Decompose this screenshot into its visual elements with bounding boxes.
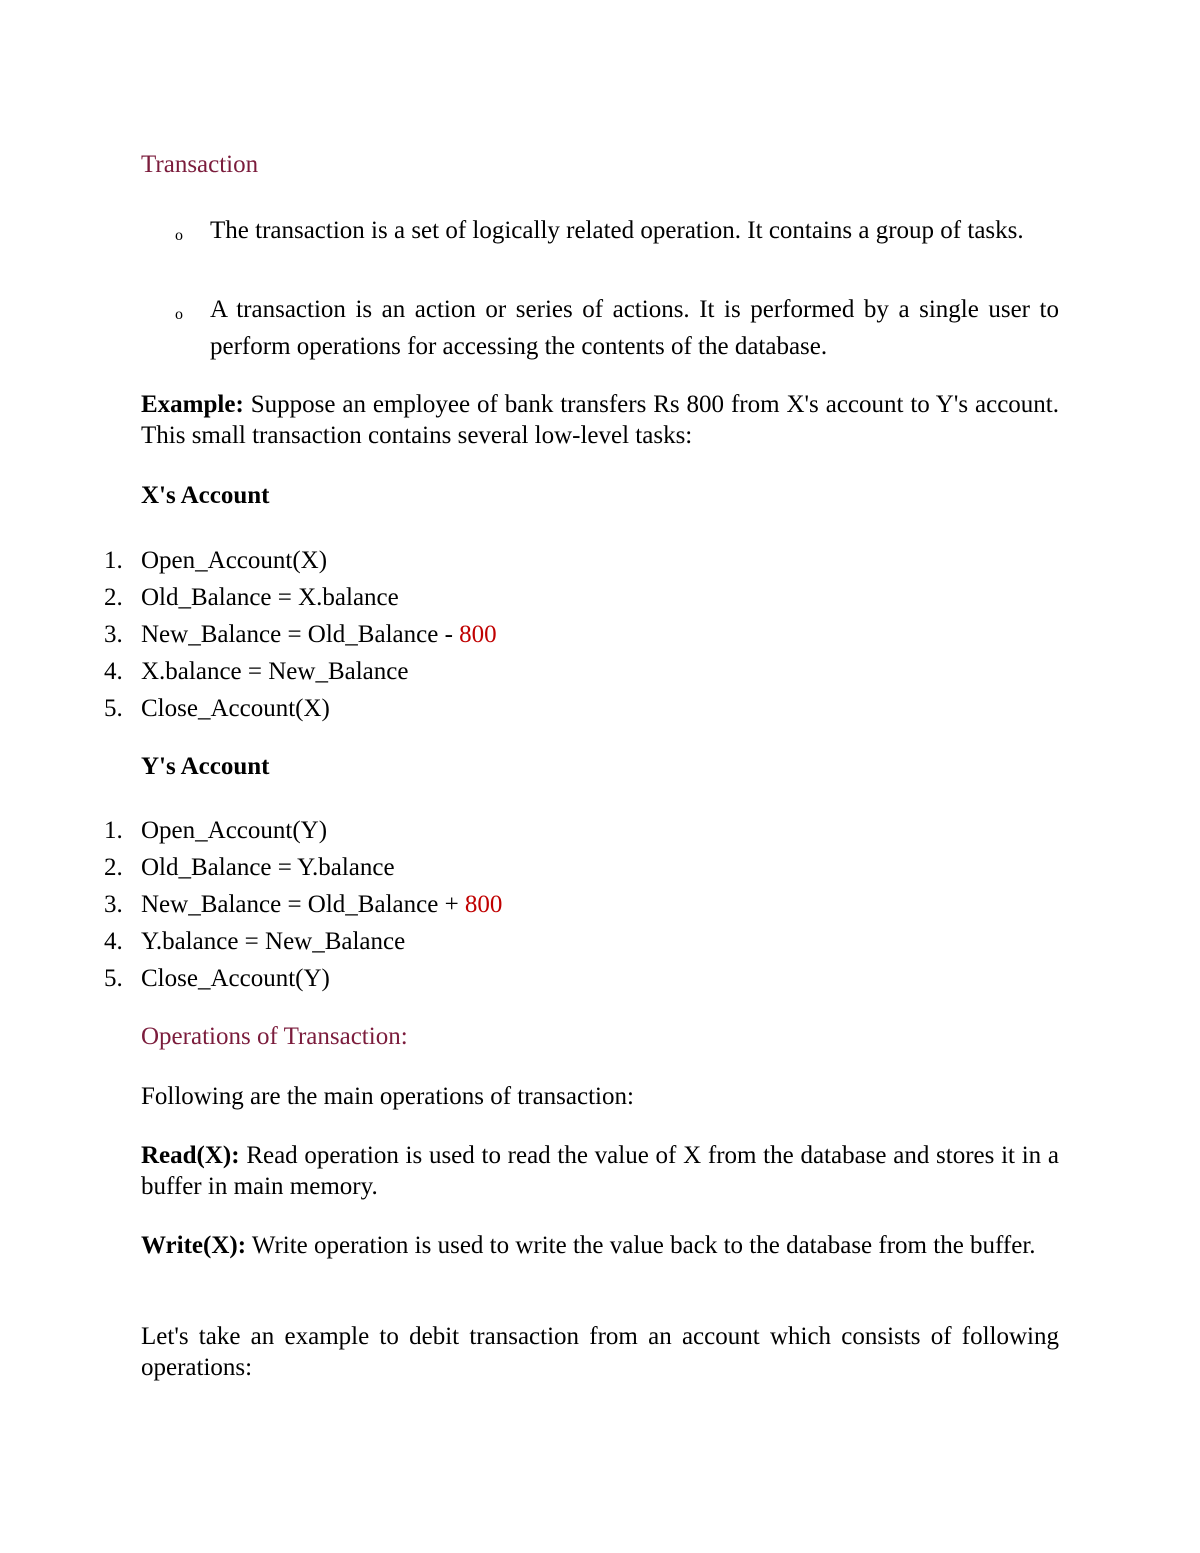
- y-account-heading: Y's Account: [141, 753, 270, 780]
- operations-heading: Operations of Transaction:: [141, 1023, 408, 1050]
- credit-amount: 800: [464, 891, 503, 918]
- operations-intro: Following are the main operations of transaction:: [141, 1083, 634, 1110]
- debit-amount: 800: [459, 621, 497, 648]
- list-number: 2.: [104, 854, 123, 881]
- bullet-marker: o: [175, 227, 183, 244]
- list-item: [0, 542, 1059, 579]
- list-number: 5.: [104, 965, 123, 992]
- example-paragraph: [141, 389, 1059, 451]
- list-text: Close_Account(Y): [141, 965, 330, 992]
- list-item: [0, 886, 1059, 923]
- list-text: Y.balance = New_Balance: [141, 928, 406, 955]
- list-item: [0, 653, 1059, 690]
- list-text: Old_Balance = X.balance: [141, 584, 399, 611]
- read-operation-paragraph: [141, 1140, 1059, 1202]
- list-text: New_Balance = Old_Balance + 800: [141, 891, 503, 918]
- list-item: [0, 923, 1059, 960]
- list-text: Open_Account(Y): [141, 817, 328, 844]
- list-item: [0, 690, 1059, 727]
- list-text: Old_Balance = Y.balance: [141, 854, 395, 881]
- page-title: Transaction: [141, 151, 259, 178]
- list-text: Open_Account(X): [141, 547, 328, 574]
- list-number: 3.: [104, 621, 123, 648]
- list-number: 4.: [104, 928, 123, 955]
- write-label: Write(X):: [141, 1232, 247, 1259]
- bullet-marker: o: [175, 306, 183, 323]
- list-text: Close_Account(X): [141, 695, 330, 722]
- list-item: [0, 812, 1059, 849]
- list-number: 1.: [104, 817, 123, 844]
- list-text: New_Balance = Old_Balance - 800: [141, 621, 497, 648]
- example-label: Example:: [141, 391, 244, 418]
- list-text: X.balance = New_Balance: [141, 658, 409, 685]
- list-number: 4.: [104, 658, 123, 685]
- list-number: 3.: [104, 891, 123, 918]
- example-text: Suppose an employee of bank transfers Rs 800 from X's account to Y's account. This small transaction contains several low-level tasks:: [141, 391, 1059, 449]
- list-item: [0, 960, 1059, 997]
- list-number: 1.: [104, 547, 123, 574]
- bullet-item-2: A transaction is an action or series of actions. It is performed by a single user to perform operations for accessing the contents of the database.: [210, 296, 1059, 360]
- bullet-item-1: The transaction is a set of logically related operation. It contains a group of tasks.: [210, 217, 1024, 244]
- x-account-heading: X's Account: [141, 482, 270, 509]
- list-item: [0, 616, 1059, 653]
- list-number: 5.: [104, 695, 123, 722]
- closing-paragraph: Let's take an example to debit transaction from an account which consists of following operations:: [141, 1323, 1059, 1381]
- list-item: [0, 849, 1059, 886]
- list-item: [0, 579, 1059, 616]
- read-text: Read operation is used to read the value of X from the database and stores it in a buffer in main memory.: [141, 1142, 1059, 1200]
- write-operation-paragraph: [141, 1230, 1059, 1261]
- list-number: 2.: [104, 584, 123, 611]
- read-label: Read(X):: [141, 1142, 240, 1169]
- write-text: Write operation is used to write the value back to the database from the buffer.: [246, 1232, 1036, 1259]
